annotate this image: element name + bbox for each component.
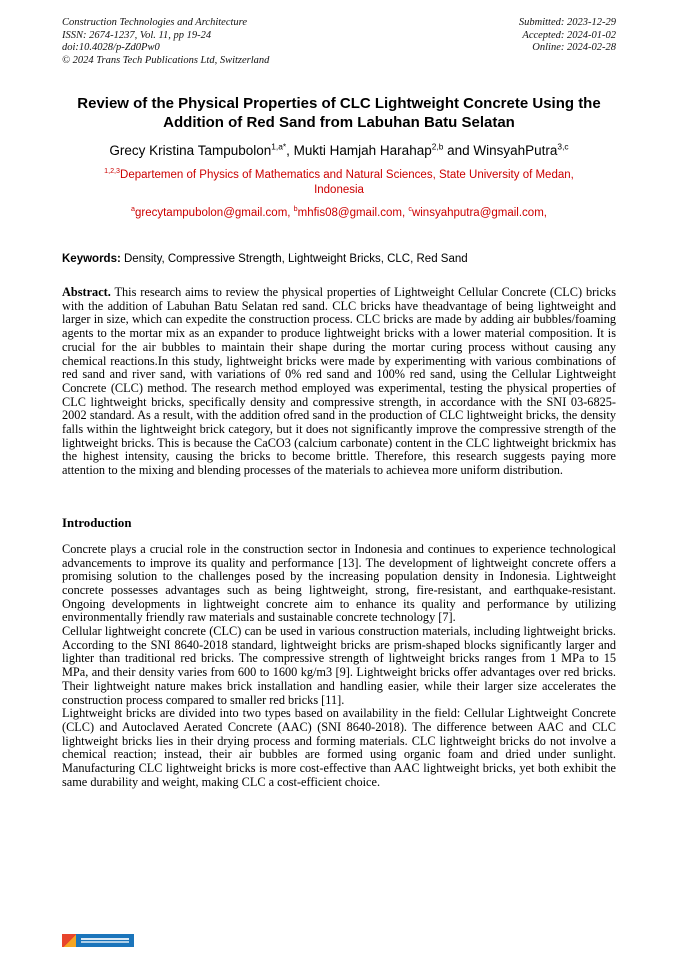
- journal-info: [62, 17, 269, 67]
- email-1-superscript: a: [131, 205, 135, 214]
- email-3: winsyahputra@gmail.com,: [411, 207, 547, 219]
- author-3-superscript: 3,c: [557, 141, 569, 152]
- author-3: WinsyahPutra$^{3,c}$: [473, 141, 569, 158]
- date-accepted: Accepted: 2024-01-02: [522, 29, 616, 41]
- author-2: Mukti Hamjah Harahap$^{2,b}$: [293, 141, 444, 158]
- journal-issn-volume: ISSN: 2674-1237, Vol. 11, pp 19-24: [62, 29, 212, 41]
- affiliation-superscript: 1,2,3: [104, 167, 121, 176]
- license-badge: [62, 934, 134, 947]
- email-2: mhfis08@gmail.com,: [297, 207, 409, 219]
- submission-dates: [519, 17, 616, 67]
- author-1: Grecy Kristina Tampubolon$^{1,a*}$: [109, 141, 287, 158]
- abstract-text: This research aims to review the physical properties of Lightweight Cellular Concrete (CLC) bricks with the addition of Labuhan Batu Selatan red sand. CLC bricks have theadvantage of being lightweight and larger in size, which can expedite the construction process. CLC bricks are made by adding air bubbles/foaming agents to the mortar mix as an expander to produce lightweight bricks with a lower material composition. It is crucial for the air bubbles to maintain their shape during the mortar curing process without causing any chemical reactions.In this study, lightweight bricks were made by experimenting with various combinations of red sand and river sand, with variations of 0% red sand and 100% red sand, using the Cellular Lightweight Concrete (CLC) method. The research method employed was experimental, testing the physical properties of CLC lightweight bricks, specifically density and compressive strength, in accordance with the SNI 03-6825-2002 standard. As a result, with the addition ofred sand in the production of CLC lightweight bricks, the density falls within the lightweight brick category, but it does not significantly improve the compressive strength of the lightweight bricks. This is because the CaCO3 (calcium carbonate) content in the CLC lightweight brickmix has the highest intensity, causing the bricks to become brittle. Therefore, this research suggests paying more attention to the mixing and blending processes of the materials to achievea more uniform distribution.: [62, 285, 616, 478]
- journal-doi: doi:10.4028/p-Zd0Pw0: [62, 42, 160, 53]
- date-submitted: Submitted: 2023-12-29: [518, 17, 616, 28]
- abstract-label: Abstract.: [62, 285, 111, 299]
- affiliation-line: [62, 168, 616, 197]
- author-separator-2: and: [443, 143, 474, 158]
- email-2-superscript: b: [293, 205, 298, 214]
- date-online: Online: 2024-02-28: [532, 42, 616, 53]
- authors-line: [62, 142, 616, 159]
- license-bar: [76, 934, 134, 947]
- author-separator-1: ,: [286, 143, 294, 158]
- page-header: [62, 17, 616, 67]
- introduction-section: [62, 543, 616, 790]
- introduction-paragraph-3: Lightweight bricks are divided into two types based on availability in the field: Cellular Lightweight Concrete (CLC) and Autoclaved Aerated Concrete (AAC) (SNI 8640-2018). The difference between AAC and CLC lightweight bricks lies in their drying process and forming materials. CLC lightweight bricks do not involve a chemical reaction; instead, their air bubbles are formed using organic foam and dried under sunlight. Manufacturing CLC lightweight bricks is more cost-effective than AAC lightweight bricks, yet both exhibit the same durability and weight, making CLC a cost-efficient choice.: [62, 706, 616, 789]
- license-icon: [62, 934, 76, 947]
- abstract-paragraph: [62, 286, 616, 478]
- journal-copyright: © 2024 Trans Tech Publications Ltd, Switzerland: [62, 54, 270, 66]
- journal-title: Construction Technologies and Architecture: [62, 17, 248, 28]
- author-2-superscript: 2,b: [431, 141, 444, 152]
- section-heading-introduction: Introduction: [62, 515, 132, 530]
- introduction-paragraph-1: Concrete plays a crucial role in the construction sector in Indonesia and continues to experience technological advancements to improve its quality and performance [13]. The development of lightweight concrete offers a promising solution to the challenges posed by the increasing population density in Indonesia. Lightweight concrete possesses advantages such as being lightweight, strong, fire-resistant, and earthquake-resistant. Ongoing developments in lightweight concrete aim to enhance its quality and performance by utilizing environmentally friendly raw materials and sustainable concrete technology [7].: [62, 541, 616, 625]
- email-3-superscript: c: [408, 205, 412, 214]
- keywords-line: [62, 252, 616, 266]
- keywords-label: Keywords:: [62, 253, 121, 265]
- author-1-superscript: 1,a*: [271, 141, 287, 152]
- introduction-paragraph-2: Cellular lightweight concrete (CLC) can be used in various construction materials, including lightweight bricks. According to the SNI 8640-2018 standard, lightweight bricks are prism-shaped blocks significantly larger and lighter than traditional red bricks. The compressive strength of lightweight bricks ranges from 1 MPa to 15 MPa, and their density varies from 600 to 1600 kg/m3 [9]. Lightweight bricks offer advantages over red bricks. Their lightweight nature makes brick installation and handling easier, while their larger size accelerates the construction process compared to smaller red bricks [11].: [62, 624, 616, 707]
- emails-line: [62, 206, 616, 220]
- email-1: grecytampubolon@gmail.com,: [134, 207, 294, 219]
- affiliation-text: Departemen of Physics of Mathematics and Natural Sciences, State University of Medan, Indonesia: [120, 169, 574, 196]
- paper-title: Review of the Physical Properties of CLC Lightweight Concrete Using the Addition of Red Sand from Labuhan Batu Selatan: [77, 95, 601, 131]
- keywords-text: Density, Compressive Strength, Lightweight Bricks, CLC, Red Sand: [120, 253, 468, 265]
